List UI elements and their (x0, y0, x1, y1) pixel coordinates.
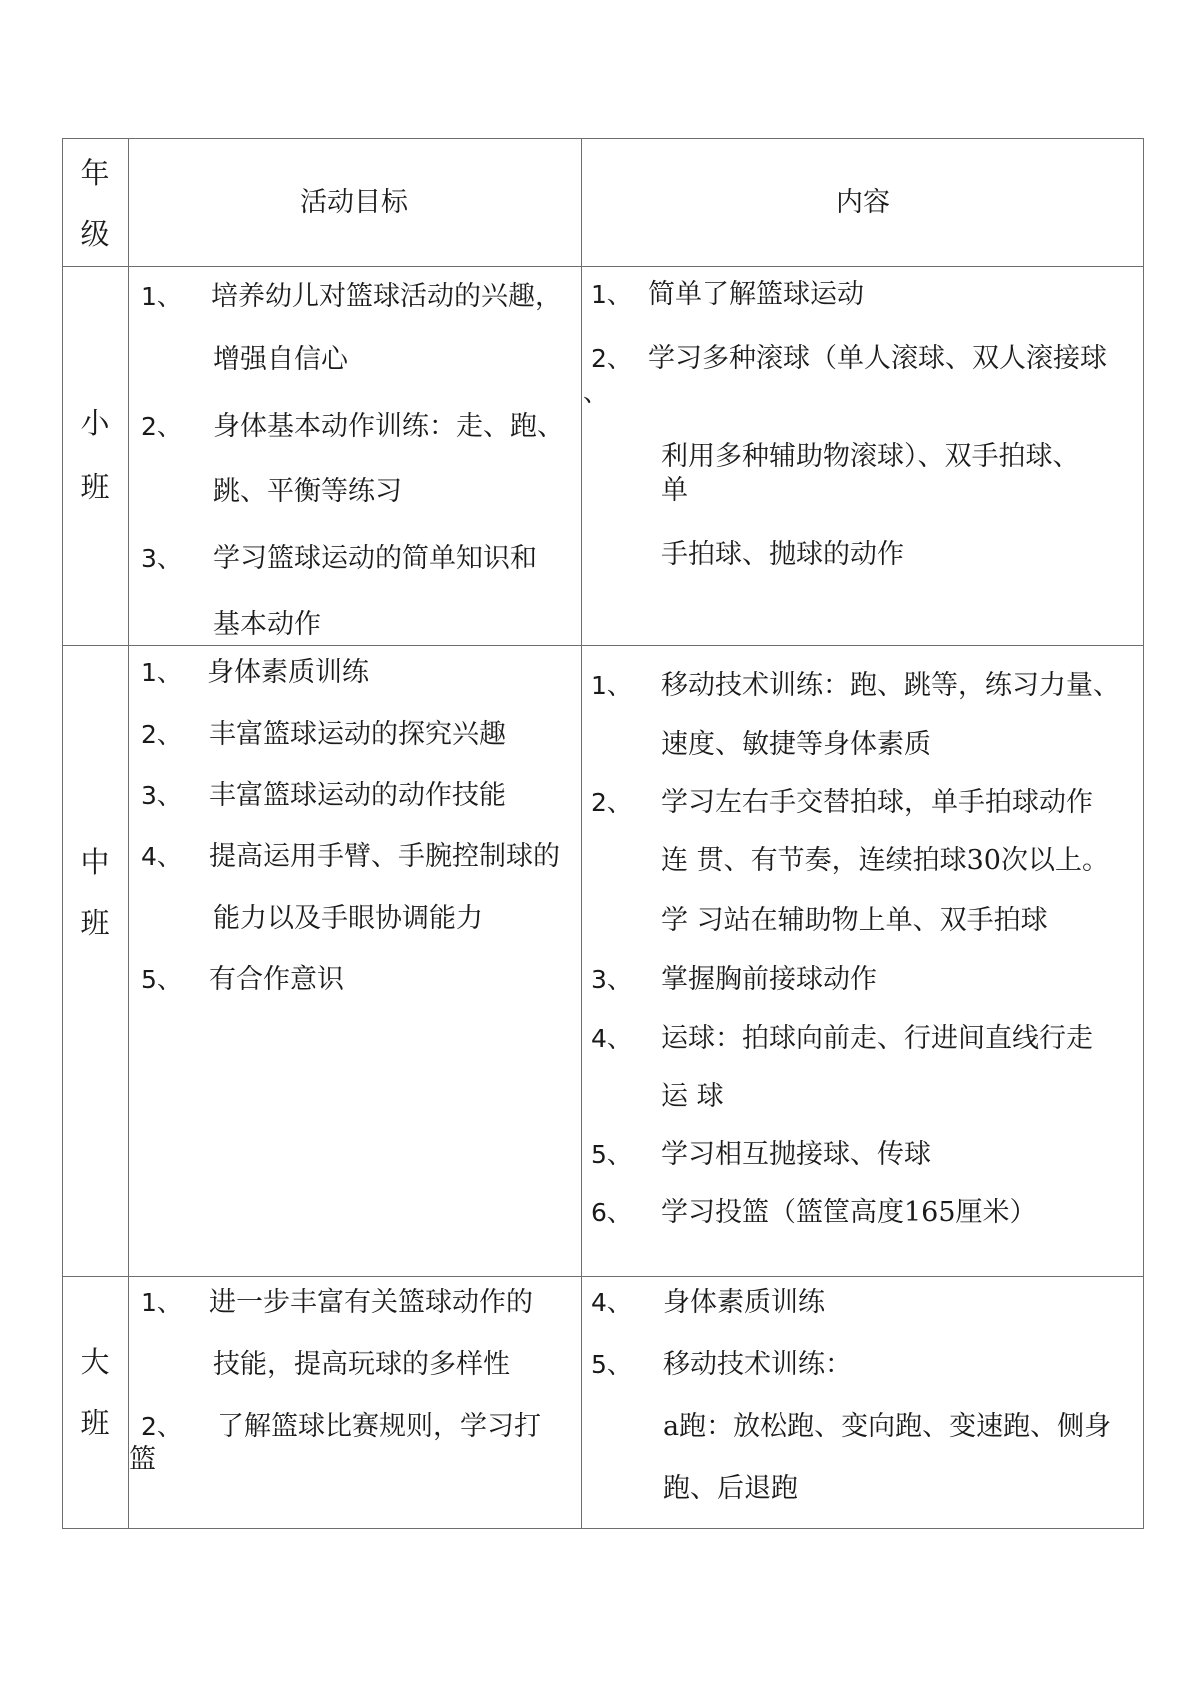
middle-content-4-line2: 运 球 (661, 1081, 724, 1112)
small-goal-2-line1: 身体基本动作训练：走、跑、 (213, 411, 564, 442)
middle-content-6-line1: 学习投篮（篮筐高度165厘米） (661, 1197, 1037, 1228)
middle-goal-3-line1: 丰富篮球运动的动作技能 (209, 780, 506, 811)
header-content: 内容 (836, 187, 890, 218)
large-goal-2-line2: 篮 (129, 1444, 156, 1475)
middle-content-3-num: 3、 (591, 965, 632, 994)
header-grade-line1: 年 (80, 156, 110, 190)
small-content-2-num: 2、 (591, 344, 632, 373)
small-content-3-line1: 利用多种辅助物滚球）、双手拍球、 (661, 441, 1080, 472)
large-content-2-line1: 移动技术训练： (663, 1349, 852, 1380)
grade-small-line1: 小 (80, 406, 110, 440)
large-content-3-line1: a跑：放松跑、变向跑、变速跑、侧身 (663, 1411, 1112, 1442)
middle-content-4-num: 4、 (591, 1024, 632, 1053)
small-goal-1-num: 1、 (141, 282, 182, 311)
middle-content-4-line1: 运球：拍球向前走、行进间直线行走 (661, 1023, 1093, 1054)
middle-goal-5-line1: 有合作意识 (209, 964, 344, 995)
small-goal-1-line1: 培养幼儿对篮球活动的兴趣， (211, 281, 562, 312)
middle-content-2-line3: 学 习站在辅助物上单、双手拍球 (661, 905, 1048, 936)
middle-goal-2-num: 2、 (141, 720, 182, 749)
middle-goal-2-line1: 丰富篮球运动的探究兴趣 (209, 719, 506, 750)
middle-content-2-num: 2、 (591, 788, 632, 817)
middle-content-2-line2: 连 贯、有节奏，连续拍球30次以上。 (661, 845, 1109, 876)
large-goal-2-num: 2、 (141, 1412, 182, 1441)
middle-content-1-line1: 移动技术训练：跑、跳等，练习力量、 (661, 670, 1120, 701)
middle-goal-1-line1: 身体素质训练 (207, 657, 369, 688)
middle-goal-4-line2: 能力以及手眼协调能力 (213, 903, 483, 934)
small-content-2-line1: 学习多种滚球（单人滚球、双人滚接球 (648, 343, 1107, 374)
activity-table (62, 138, 1144, 1529)
middle-goal-5-num: 5、 (141, 965, 182, 994)
column-divider-1 (128, 139, 129, 1528)
middle-content-3-line1: 掌握胸前接球动作 (661, 964, 877, 995)
small-goal-3-num: 3、 (141, 544, 182, 573)
middle-content-5-line1: 学习相互抛接球、传球 (661, 1139, 931, 1170)
middle-content-1-num: 1、 (591, 671, 632, 700)
row-divider-header (63, 266, 1143, 267)
small-goal-2-num: 2、 (141, 412, 182, 441)
grade-middle-line2: 班 (80, 906, 110, 940)
small-content-stray-mark: 、 (583, 378, 609, 407)
middle-goal-3-num: 3、 (141, 781, 182, 810)
middle-goal-1-num: 1、 (141, 658, 182, 687)
small-goal-1-line2: 增强自信心 (213, 344, 348, 375)
grade-large-line1: 大 (80, 1345, 110, 1379)
row-divider-small (63, 645, 1143, 646)
small-content-3-line2: 单 (661, 475, 688, 506)
grade-small-line2: 班 (80, 470, 110, 504)
large-goal-1-line2: 技能，提高玩球的多样性 (213, 1349, 510, 1380)
middle-content-1-line2: 速度、敏捷等身体素质 (661, 729, 931, 760)
middle-content-5-num: 5、 (591, 1140, 632, 1169)
header-goals: 活动目标 (300, 187, 408, 218)
middle-content-6-num: 6、 (591, 1198, 632, 1227)
small-content-3-line3: 手拍球、抛球的动作 (661, 539, 904, 570)
column-divider-2 (581, 139, 582, 1528)
large-goal-1-line1: 进一步丰富有关篮球动作的 (209, 1287, 533, 1318)
large-content-1-num: 4、 (591, 1288, 632, 1317)
grade-large-line2: 班 (80, 1406, 110, 1440)
header-grade-line2: 级 (80, 217, 110, 251)
middle-content-2-line1: 学习左右手交替拍球，单手拍球动作 (661, 787, 1093, 818)
middle-goal-4-num: 4、 (141, 842, 182, 871)
large-goal-2-line1: 了解篮球比赛规则，学习打 (217, 1411, 541, 1442)
large-content-2-num: 5、 (591, 1350, 632, 1379)
small-content-1-line1: 简单了解篮球运动 (648, 279, 864, 310)
small-goal-3-line2: 基本动作 (213, 609, 321, 640)
large-content-3-line2: 跑、后退跑 (663, 1473, 798, 1504)
small-goal-2-line2: 跳、平衡等练习 (213, 476, 402, 507)
grade-middle-line1: 中 (80, 845, 110, 879)
large-content-1-line1: 身体素质训练 (663, 1287, 825, 1318)
large-goal-1-num: 1、 (141, 1288, 182, 1317)
small-content-1-num: 1、 (591, 280, 632, 309)
row-divider-middle (63, 1276, 1143, 1277)
middle-goal-4-line1: 提高运用手臂、手腕控制球的 (209, 841, 560, 872)
small-goal-3-line1: 学习篮球运动的简单知识和 (213, 543, 537, 574)
